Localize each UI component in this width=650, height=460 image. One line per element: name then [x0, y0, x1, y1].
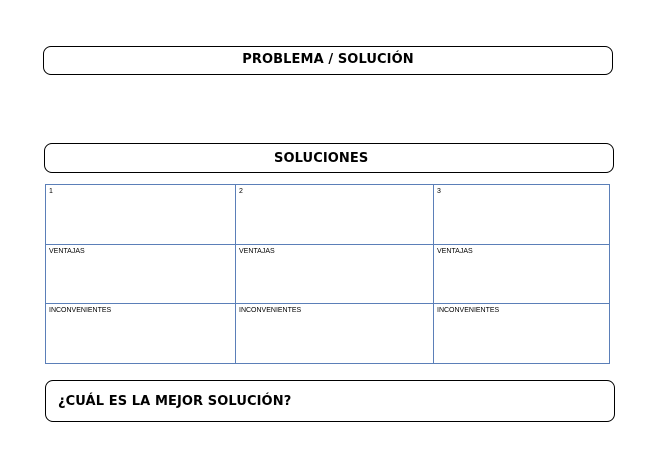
best-solution-box[interactable]	[45, 380, 615, 422]
solutions-header	[44, 143, 614, 173]
problem-solution-header	[43, 46, 613, 75]
advantages-row	[46, 245, 610, 304]
disadvantages-cell-1[interactable]	[46, 304, 236, 364]
advantages-label-2: VENTAJAS	[239, 248, 275, 255]
solution-cell-1[interactable]	[46, 185, 236, 245]
disadvantages-label-2: INCONVENIENTES	[239, 307, 302, 314]
solutions-table	[45, 184, 610, 364]
advantages-cell-3[interactable]	[434, 245, 610, 304]
solution-cell-2[interactable]	[236, 185, 434, 245]
solutions-title: SOLUCIONES	[274, 151, 369, 166]
disadvantages-label-3: INCONVENIENTES	[437, 307, 500, 314]
solution-number-3: 3	[437, 188, 441, 195]
solution-cell-3[interactable]	[434, 185, 610, 245]
disadvantages-cell-2[interactable]	[236, 304, 434, 364]
advantages-label-1: VENTAJAS	[49, 248, 85, 255]
disadvantages-row	[46, 304, 610, 364]
best-solution-question: ¿CUÁL ES LA MEJOR SOLUCIÓN?	[58, 394, 292, 409]
advantages-label-3: VENTAJAS	[437, 248, 473, 255]
advantages-cell-2[interactable]	[236, 245, 434, 304]
problem-solution-title: PROBLEMA / SOLUCIÓN	[242, 52, 414, 67]
advantages-cell-1[interactable]	[46, 245, 236, 304]
solution-number-1: 1	[49, 188, 53, 195]
disadvantages-cell-3[interactable]	[434, 304, 610, 364]
solution-number-2: 2	[239, 188, 243, 195]
solution-number-row	[46, 185, 610, 245]
disadvantages-label-1: INCONVENIENTES	[49, 307, 112, 314]
